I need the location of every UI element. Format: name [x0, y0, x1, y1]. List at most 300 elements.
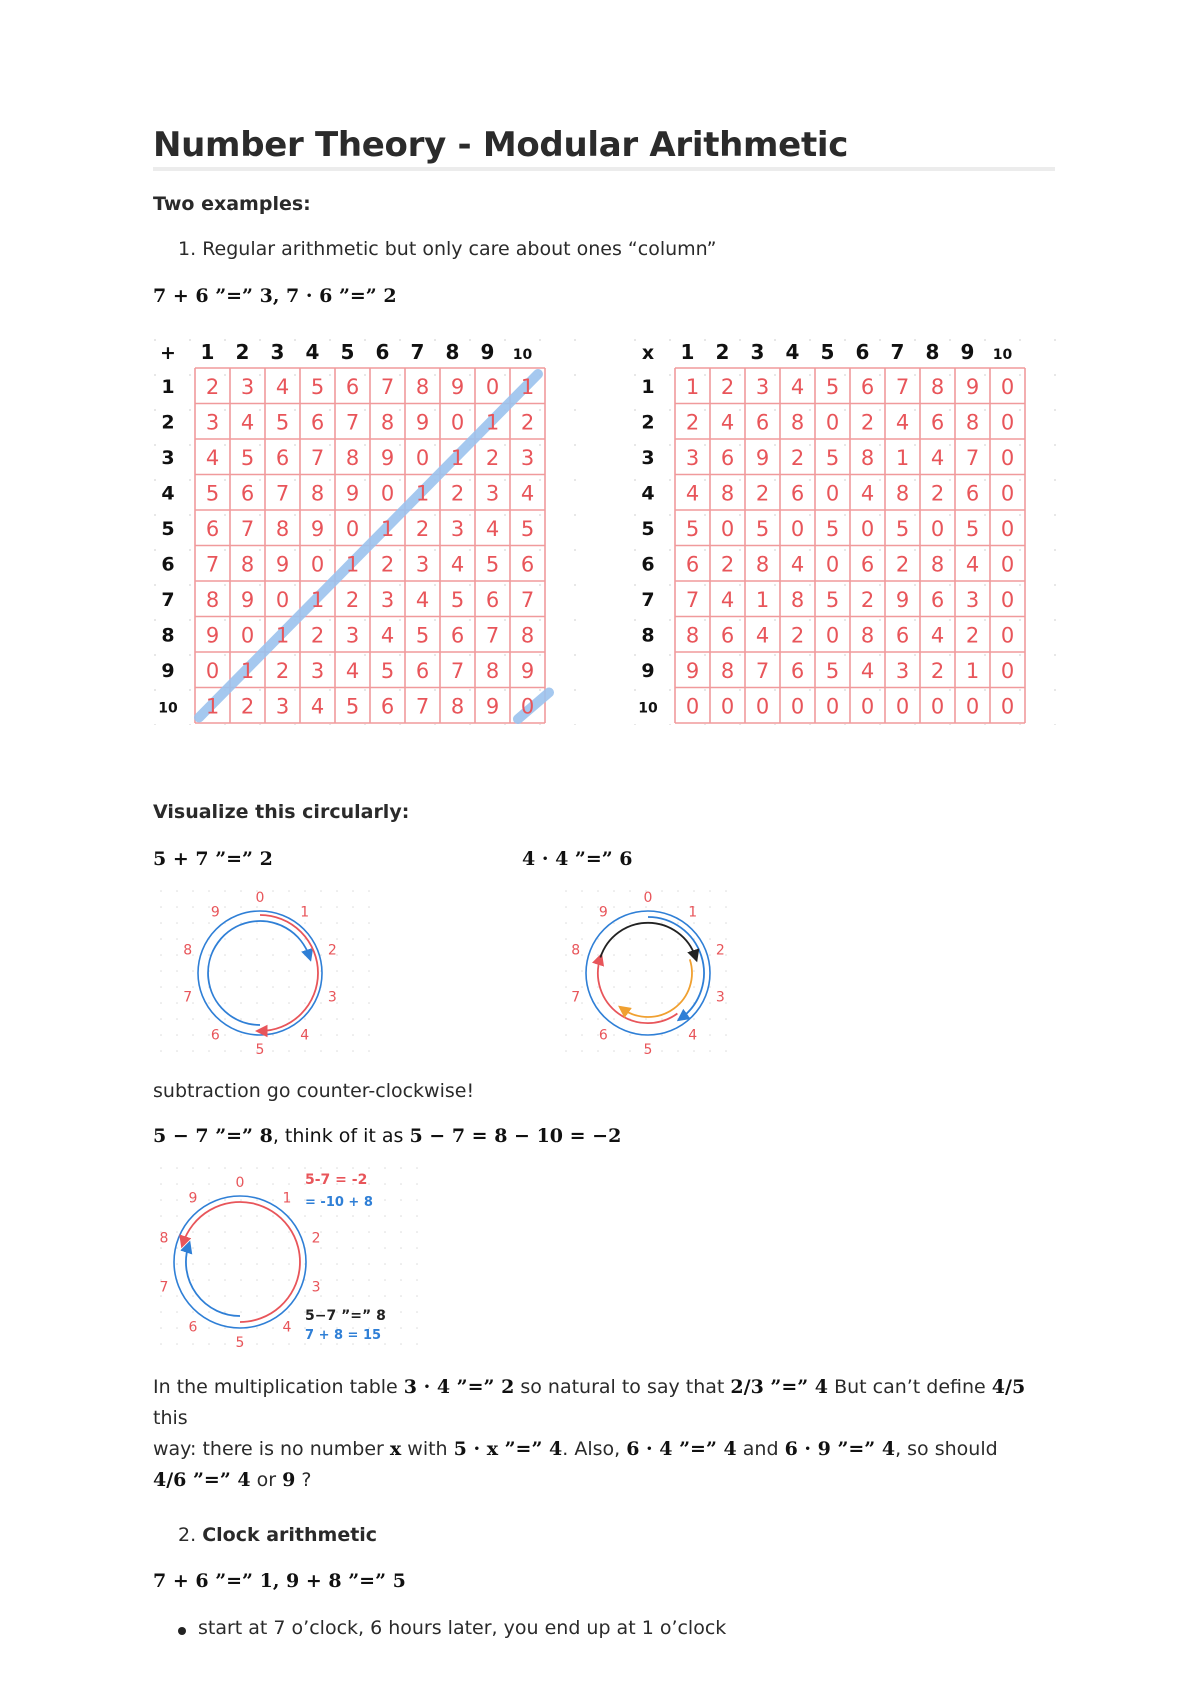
grid-dot — [256, 1018, 258, 1020]
grid-dot — [809, 339, 811, 341]
grid-dot — [400, 1231, 402, 1233]
row-header: 3 — [641, 446, 655, 469]
grid-dot — [704, 409, 706, 411]
table-cell: 1 — [685, 374, 700, 399]
table-cell: 7 — [520, 587, 535, 612]
grid-dot — [984, 549, 986, 551]
grid-dot — [597, 1018, 599, 1020]
table-cell: 3 — [520, 445, 535, 470]
grid-dot — [352, 1050, 354, 1052]
table-cell: 1 — [345, 552, 360, 577]
table-cell: 7 — [205, 552, 220, 577]
table-cell: 0 — [825, 694, 840, 719]
table-cell: 4 — [860, 481, 875, 506]
clock-label: 7 — [183, 989, 193, 1006]
table-cell: 0 — [930, 516, 945, 541]
grid-dot — [384, 1247, 386, 1249]
grid-dot — [1019, 549, 1021, 551]
grid-dot — [304, 1295, 306, 1297]
table-cell: 0 — [860, 694, 875, 719]
grid-dot — [368, 922, 370, 924]
table-cell: 0 — [1000, 374, 1015, 399]
grid-dot — [304, 986, 306, 988]
row-header: 6 — [641, 553, 655, 576]
grid-dot — [160, 986, 162, 988]
table-cell: 0 — [860, 516, 875, 541]
grid-dot — [645, 938, 647, 940]
grid-dot — [176, 1002, 178, 1004]
grid-dot — [352, 986, 354, 988]
grid-dot — [469, 409, 471, 411]
grid-dot — [224, 654, 226, 656]
list-item-1 — [178, 238, 717, 260]
table-cell: 4 — [895, 410, 910, 435]
grid-dot — [581, 890, 583, 892]
grid-dot — [629, 986, 631, 988]
grid-dot — [984, 514, 986, 516]
grid-dot — [879, 689, 881, 691]
grid-dot — [320, 1050, 322, 1052]
clock-label: 5 — [235, 1335, 245, 1351]
grid-dot — [645, 1002, 647, 1004]
grid-dot — [384, 1199, 386, 1201]
grid-dot — [368, 1263, 370, 1265]
grid-dot — [613, 970, 615, 972]
grid-dot — [176, 1183, 178, 1185]
grid-dot — [176, 1018, 178, 1020]
table-cell: 9 — [520, 658, 535, 683]
grid-dot — [914, 619, 916, 621]
grid-dot — [288, 890, 290, 892]
column-header: 8 — [925, 340, 940, 364]
grid-dot — [320, 954, 322, 956]
grid-dot — [704, 724, 706, 725]
grid-dot — [416, 1199, 418, 1201]
grid-dot — [949, 339, 951, 341]
grid-dot — [677, 970, 679, 972]
grid-dot — [774, 724, 776, 725]
grid-dot — [984, 479, 986, 481]
grid-dot — [574, 339, 576, 341]
grid-dot — [634, 619, 636, 621]
grid-dot — [352, 1263, 354, 1265]
grid-dot — [240, 1279, 242, 1281]
grid-dot — [844, 444, 846, 446]
table-cell: 1 — [415, 481, 430, 506]
column-header: 1 — [680, 340, 695, 364]
grid-dot — [725, 954, 727, 956]
table-cell: 8 — [520, 623, 535, 648]
table-cell: 8 — [310, 481, 325, 506]
table-cell: 5 — [415, 623, 430, 648]
grid-dot — [416, 1247, 418, 1249]
grid-dot — [154, 444, 156, 446]
grid-dot — [288, 1183, 290, 1185]
column-header: 2 — [235, 340, 250, 364]
grid-dot — [320, 1018, 322, 1020]
grid-dot — [160, 1167, 162, 1169]
grid-dot — [1054, 339, 1056, 341]
table-cell: 2 — [415, 516, 430, 541]
table-cell: 8 — [485, 658, 500, 683]
grid-dot — [914, 479, 916, 481]
grid-dot — [336, 1295, 338, 1297]
grid-dot — [256, 1167, 258, 1169]
grid-dot — [329, 444, 331, 446]
grid-dot — [176, 1050, 178, 1052]
grid-dot — [669, 479, 671, 481]
table-cell: 2 — [345, 587, 360, 612]
table-cell: 9 — [685, 658, 700, 683]
grid-dot — [256, 1311, 258, 1313]
grid-dot — [399, 724, 401, 725]
grid-dot — [739, 444, 741, 446]
grid-dot — [709, 954, 711, 956]
grid-dot — [192, 970, 194, 972]
grid-dot — [1054, 479, 1056, 481]
grid-dot — [224, 1343, 226, 1345]
grid-dot — [504, 584, 506, 586]
grid-dot — [189, 444, 191, 446]
grid-dot — [288, 938, 290, 940]
column-header: 3 — [750, 340, 765, 364]
grid-dot — [176, 1231, 178, 1233]
grid-dot — [539, 619, 541, 621]
grid-dot — [384, 1215, 386, 1217]
grid-dot — [574, 724, 576, 725]
grid-dot — [539, 584, 541, 586]
para-math: 6 · 4 ”=” 4 — [626, 1438, 737, 1460]
grid-dot — [160, 1311, 162, 1313]
grid-dot — [416, 1231, 418, 1233]
grid-dot — [272, 1183, 274, 1185]
table-cell: 5 — [825, 658, 840, 683]
grid-dot — [192, 1311, 194, 1313]
grid-dot — [176, 938, 178, 940]
grid-dot — [336, 1247, 338, 1249]
grid-dot — [154, 514, 156, 516]
grid-dot — [240, 890, 242, 892]
grid-dot — [879, 619, 881, 621]
grid-dot — [879, 654, 881, 656]
table-cell: 0 — [1000, 623, 1015, 648]
grid-dot — [634, 724, 636, 725]
clock-label: 1 — [688, 904, 698, 921]
grid-dot — [160, 1034, 162, 1036]
grid-dot — [704, 374, 706, 376]
grid-dot — [224, 1327, 226, 1329]
grid-dot — [669, 584, 671, 586]
column-header: 9 — [960, 340, 975, 364]
example-equation-2: 7 + 6 ”=” 1, 9 + 8 ”=” 5 — [153, 1570, 406, 1592]
grid-dot — [256, 1263, 258, 1265]
grid-dot — [240, 1018, 242, 1020]
grid-dot — [613, 954, 615, 956]
page-title: Number Theory - Modular Arithmetic — [153, 125, 849, 165]
grid-dot — [1019, 724, 1021, 725]
grid-dot — [224, 514, 226, 516]
grid-dot — [189, 339, 191, 341]
grid-dot — [539, 654, 541, 656]
grid-dot — [879, 339, 881, 341]
path-plus-5 — [260, 915, 318, 1031]
grid-dot — [739, 339, 741, 341]
clock-label: 7 — [159, 1279, 169, 1296]
grid-dot — [416, 1167, 418, 1169]
grid-dot — [661, 1050, 663, 1052]
grid-dot — [739, 549, 741, 551]
grid-dot — [240, 1215, 242, 1217]
grid-dot — [704, 689, 706, 691]
grid-dot — [336, 1263, 338, 1265]
grid-dot — [879, 584, 881, 586]
grid-dot — [272, 1247, 274, 1249]
grid-dot — [879, 409, 881, 411]
grid-dot — [434, 444, 436, 446]
table-cell: 8 — [720, 481, 735, 506]
table-cell: 0 — [380, 481, 395, 506]
table-cell: 6 — [450, 623, 465, 648]
table-cell: 2 — [860, 410, 875, 435]
table-cell: 2 — [930, 658, 945, 683]
grid-dot — [240, 970, 242, 972]
grid-dot — [288, 1311, 290, 1313]
grid-dot — [320, 1167, 322, 1169]
grid-dot — [704, 584, 706, 586]
grid-dot — [399, 689, 401, 691]
grid-dot — [634, 584, 636, 586]
grid-dot — [399, 339, 401, 341]
grid-dot — [176, 970, 178, 972]
table-cell: 4 — [720, 587, 735, 612]
equation-mul-circular: 4 · 4 ”=” 6 — [522, 848, 633, 870]
clock-label: 2 — [715, 942, 725, 959]
para-math: 6 · 9 ”=” 4 — [784, 1438, 896, 1460]
table-cell: 5 — [310, 374, 325, 399]
grid-dot — [384, 1167, 386, 1169]
grid-dot — [259, 444, 261, 446]
grid-dot — [160, 1343, 162, 1345]
grid-dot — [272, 954, 274, 956]
grid-dot — [208, 890, 210, 892]
grid-dot — [597, 1050, 599, 1052]
grid-dot — [669, 409, 671, 411]
grid-dot — [574, 619, 576, 621]
grid-dot — [400, 1247, 402, 1249]
grid-dot — [272, 906, 274, 908]
grid-dot — [1054, 584, 1056, 586]
grid-dot — [774, 409, 776, 411]
grid-dot — [240, 1034, 242, 1036]
grid-dot — [288, 1263, 290, 1265]
grid-dot — [160, 1215, 162, 1217]
grid-dot — [879, 479, 881, 481]
grid-dot — [844, 689, 846, 691]
table-cell: 5 — [895, 516, 910, 541]
grid-dot — [539, 479, 541, 481]
grid-dot — [154, 584, 156, 586]
grid-dot — [677, 1050, 679, 1052]
grid-dot — [693, 890, 695, 892]
grid-dot — [844, 409, 846, 411]
grid-dot — [288, 1231, 290, 1233]
grid-dot — [259, 619, 261, 621]
grid-dot — [384, 1263, 386, 1265]
grid-dot — [709, 1018, 711, 1020]
grid-dot — [581, 922, 583, 924]
table-cell: 0 — [275, 587, 290, 612]
grid-dot — [240, 1311, 242, 1313]
table-cell: 8 — [930, 552, 945, 577]
table-cell: 3 — [685, 445, 700, 470]
grid-dot — [774, 514, 776, 516]
table-cell: 7 — [310, 445, 325, 470]
grid-dot — [368, 890, 370, 892]
row-header: 6 — [161, 553, 175, 576]
table-cell: 2 — [275, 658, 290, 683]
grid-dot — [352, 906, 354, 908]
grid-dot — [574, 409, 576, 411]
clock-label: 1 — [282, 1190, 292, 1207]
grid-dot — [352, 1002, 354, 1004]
row-header: 1 — [161, 375, 175, 398]
grid-dot — [704, 619, 706, 621]
grid-dot — [434, 409, 436, 411]
grid-dot — [256, 1343, 258, 1345]
grid-dot — [294, 549, 296, 551]
table-cell: 4 — [860, 658, 875, 683]
grid-dot — [192, 1050, 194, 1052]
grid-dot — [574, 444, 576, 446]
grid-dot — [154, 479, 156, 481]
grid-dot — [320, 1263, 322, 1265]
grid-dot — [581, 906, 583, 908]
grid-dot — [336, 1167, 338, 1169]
grid-dot — [329, 479, 331, 481]
grid-dot — [469, 619, 471, 621]
table-cell: 8 — [860, 445, 875, 470]
title-divider — [153, 167, 1055, 171]
grid-dot — [189, 374, 191, 376]
grid-dot — [304, 1215, 306, 1217]
para-math: 3 · 4 ”=” 2 — [403, 1376, 515, 1398]
grid-dot — [844, 724, 846, 725]
grid-dot — [224, 986, 226, 988]
grid-dot — [725, 1002, 727, 1004]
grid-dot — [240, 1247, 242, 1249]
table-cell: 6 — [380, 694, 395, 719]
grid-dot — [914, 514, 916, 516]
grid-dot — [949, 374, 951, 376]
grid-dot — [224, 479, 226, 481]
grid-dot — [208, 1018, 210, 1020]
grid-dot — [364, 619, 366, 621]
grid-dot — [304, 1167, 306, 1169]
table-cell: 9 — [275, 552, 290, 577]
grid-dot — [160, 938, 162, 940]
grid-dot — [240, 938, 242, 940]
grid-dot — [725, 1034, 727, 1036]
grid-dot — [844, 619, 846, 621]
column-header: 10 — [512, 347, 533, 363]
section-heading-circular: Visualize this circularly: — [153, 801, 410, 823]
grid-dot — [384, 1183, 386, 1185]
grid-dot — [176, 1343, 178, 1345]
grid-dot — [809, 584, 811, 586]
grid-dot — [364, 689, 366, 691]
grid-dot — [224, 1231, 226, 1233]
grid-dot — [294, 374, 296, 376]
grid-dot — [581, 938, 583, 940]
grid-dot — [176, 1311, 178, 1313]
table-cell: 9 — [895, 587, 910, 612]
grid-dot — [739, 724, 741, 725]
grid-dot — [272, 1199, 274, 1201]
grid-dot — [368, 938, 370, 940]
equation-add-circular: 5 + 7 ”=” 2 — [153, 848, 273, 870]
grid-dot — [329, 654, 331, 656]
grid-dot — [774, 689, 776, 691]
grid-dot — [368, 1002, 370, 1004]
grid-dot — [949, 724, 951, 725]
para-math: 4/5 — [991, 1376, 1026, 1398]
grid-dot — [709, 938, 711, 940]
clock-label: 6 — [210, 1027, 220, 1044]
table-cell: 4 — [450, 552, 465, 577]
grid-dot — [364, 444, 366, 446]
grid-dot — [176, 1295, 178, 1297]
para-text: In the multiplication table — [153, 1376, 404, 1398]
grid-dot — [336, 970, 338, 972]
grid-dot — [224, 890, 226, 892]
grid-dot — [189, 619, 191, 621]
grid-dot — [677, 922, 679, 924]
table-cell: 2 — [205, 374, 220, 399]
grid-dot — [565, 970, 567, 972]
grid-dot — [256, 1183, 258, 1185]
grid-dot — [384, 1231, 386, 1233]
grid-dot — [240, 1002, 242, 1004]
grid-dot — [809, 549, 811, 551]
grid-dot — [581, 1018, 583, 1020]
table-cell: 9 — [965, 374, 980, 399]
grid-dot — [629, 938, 631, 940]
grid-dot — [256, 1231, 258, 1233]
column-header: 1 — [200, 340, 215, 364]
table-cell: 5 — [345, 694, 360, 719]
grid-dot — [539, 724, 541, 725]
grid-dot — [154, 549, 156, 551]
grid-dot — [416, 1311, 418, 1313]
table-cell: 1 — [520, 374, 535, 399]
grid-dot — [224, 954, 226, 956]
grid-dot — [352, 954, 354, 956]
grid-dot — [914, 724, 916, 725]
grid-dot — [288, 906, 290, 908]
grid-dot — [288, 986, 290, 988]
table-cell: 8 — [345, 445, 360, 470]
table-cell: 5 — [485, 552, 500, 577]
grid-dot — [336, 1343, 338, 1345]
grid-dot — [469, 689, 471, 691]
table-cell: 1 — [485, 410, 500, 435]
table-cell: 8 — [860, 623, 875, 648]
grid-dot — [272, 970, 274, 972]
table-cell: 2 — [520, 410, 535, 435]
grid-dot — [539, 444, 541, 446]
row-header: 3 — [161, 446, 175, 469]
grid-dot — [176, 1327, 178, 1329]
